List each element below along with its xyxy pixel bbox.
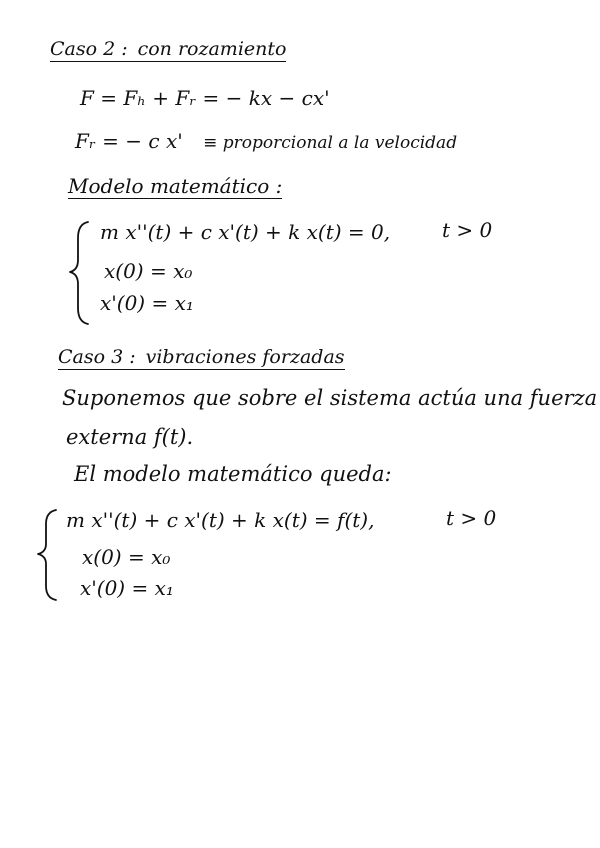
- caso2-condition: t > 0: [442, 218, 493, 242]
- caso3-initial-velocity: x'(0) = x₁: [80, 576, 174, 600]
- force-equation: F = Fₕ + Fᵣ = − kx − cx': [80, 86, 330, 110]
- caso2-colon: :: [121, 38, 128, 60]
- caso3-title: vibraciones forzadas: [145, 346, 345, 368]
- caso3-initial-position: x(0) = x₀: [82, 545, 171, 569]
- caso3-system-brace: [34, 506, 64, 602]
- model-heading: Modelo matemático :: [68, 174, 283, 198]
- friction-equation: [75, 131, 457, 152]
- caso2-system-brace: [66, 218, 96, 326]
- caso2-ode: m x''(t) + c x'(t) + k x(t) = 0,: [100, 220, 391, 244]
- caso2-initial-position: x(0) = x₀: [104, 259, 193, 283]
- caso3-condition: t > 0: [446, 506, 497, 530]
- caso3-heading: [58, 348, 345, 370]
- friction-formula: Fᵣ = − c x': [75, 129, 183, 153]
- friction-note: ≡ proporcional a la velocidad: [203, 133, 458, 153]
- caso2-initial-velocity: x'(0) = x₁: [100, 291, 194, 315]
- caso3-label: Caso 3: [58, 346, 124, 368]
- caso3-text-line3: El modelo matemático queda:: [74, 462, 392, 486]
- caso2-title: con rozamiento: [137, 38, 287, 60]
- caso2-label: Caso 2: [50, 38, 116, 60]
- caso3-text-line1: Suponemos que sobre el sistema actúa una fuerza: [62, 386, 598, 410]
- caso2-heading: [50, 40, 286, 62]
- caso3-colon: :: [129, 346, 136, 368]
- caso3-ode: m x''(t) + c x'(t) + k x(t) = f(t),: [66, 508, 375, 532]
- caso3-text-line2: externa f(t).: [66, 425, 194, 449]
